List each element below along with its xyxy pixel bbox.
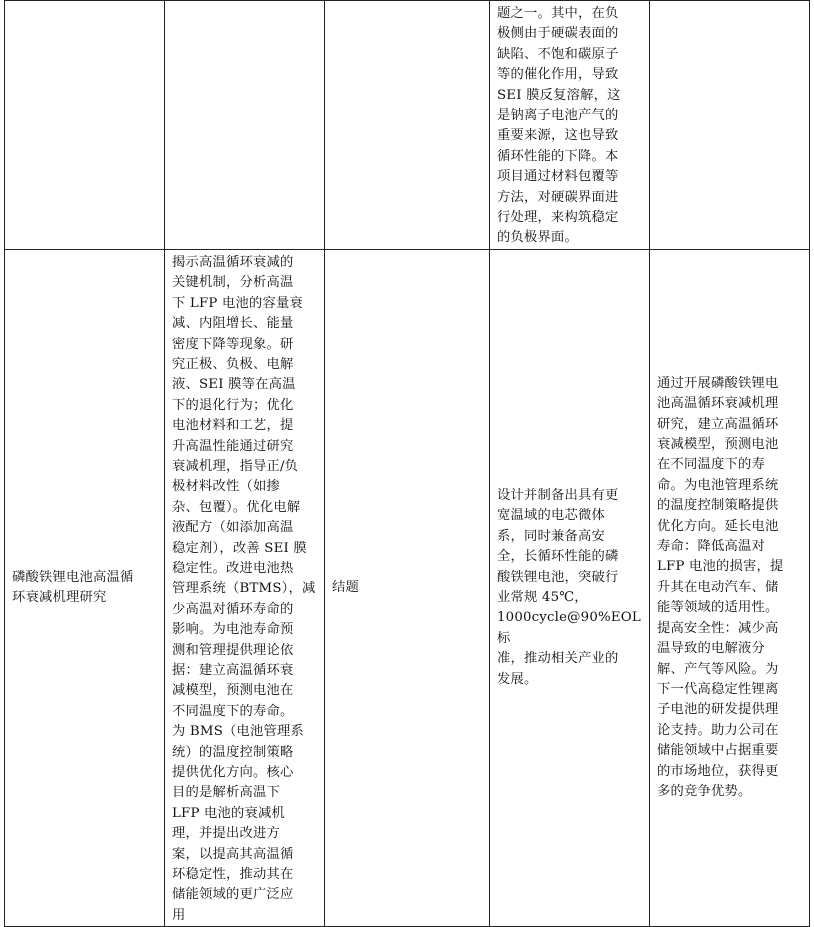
empty-cell-impact bbox=[650, 1, 810, 250]
project-content-cell bbox=[165, 249, 325, 926]
continuation-target-cell bbox=[490, 1, 650, 250]
empty-cell-status bbox=[325, 1, 490, 250]
empty-cell-content bbox=[165, 1, 325, 250]
table-row-continuation bbox=[5, 1, 810, 250]
project-target-cell bbox=[490, 249, 650, 926]
continuation-target-text: 题之一。其中，在负 极侧由于硬碳表面的 缺陷、不饱和碳原子 等的催化作用，导致 SEI 膜反复溶解，这 是钠离子电池产气的 重要来源，这也导致 循环性能的下降。本 项目通过材料包覆等 方法，对硬碳界面进 行处理，来构筑稳定 的负极界面。 bbox=[497, 6, 621, 246]
project-impact-cell bbox=[650, 249, 810, 926]
empty-cell-project-name bbox=[5, 1, 165, 250]
project-content: 揭示高温循环衰减的 关键机制，分析高温 下 LFP 电池的容量衰 减、内阻增长、能量 密度下降等现象。研 究正极、负极、电解 液、SEI 膜等在高温 下的退化行为；优化 电池材料和工艺，提 升高温性能通过研究 衰减机理，指导正/负 极材料改性（如掺 杂、包覆）。优化电解 液配方（如添加高温 稳定剂），改善 SEI 膜 稳定性。改进电池热 管理系统（BTMS），减 少高温对循环寿命的 影响。为电池寿命预 测和管理提供理论依 据：建立高温循环衰 减模型，预测电池在 不同温度下的寿命。 为 BMS（电池管理系 统）的温度控制策略 提供优化方向。核心 目的是解析高温下 LFP 电池的衰减机 理，并提出改进方 案，以提高其高温循 环稳定性，推动其在 储能领域的更广泛应 用 bbox=[172, 254, 316, 923]
project-status: 结题 bbox=[332, 579, 359, 595]
project-target: 设计并制备出具有更 宽温域的电芯微体 系，同时兼备高安 全，长循环性能的磷 酸铁锂电池，突破行 业常规 45℃， 1000cycle@90%EOL 标 准，推动相关产业的 发展。 bbox=[497, 488, 641, 687]
project-status-cell bbox=[325, 249, 490, 926]
project-impact: 通过开展磷酸铁锂电 池高温循环衰减机理 研究，建立高温循环 衰减模型，预测电池 在不同温度下的寿 命。为电池管理系统 的温度控制策略提供 优化方向。延长电池 寿命：降低高温对 LFP 电池的损害，提 升其在电动汽车、储 能等领域的适用性。 提高安全性：减少高 温导致的电解液分 解、产气等风险。为 下一代高稳定性锂离 子电池的研发提供理 论支持。助力公司在 储能领域中占据重要 的市场地位，获得更 多的竞争优势。 bbox=[657, 375, 784, 799]
project-name-cell bbox=[5, 249, 165, 926]
research-projects-table bbox=[4, 0, 810, 927]
table-row-lfp-project bbox=[5, 249, 810, 926]
project-name: 磷酸铁锂电池高温循 环衰减机理研究 bbox=[12, 569, 134, 606]
